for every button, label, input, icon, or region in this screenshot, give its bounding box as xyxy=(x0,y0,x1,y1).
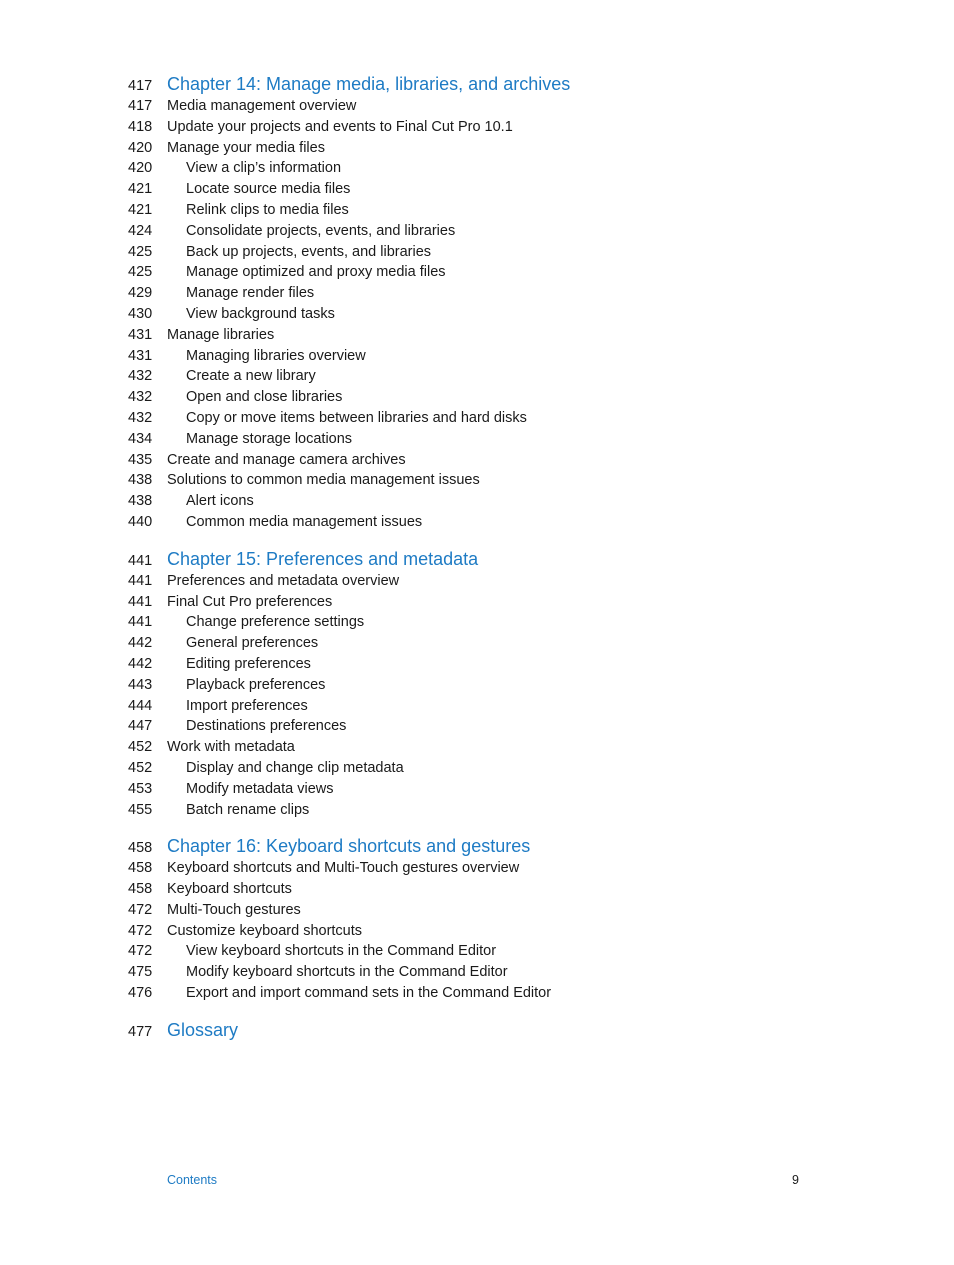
toc-entry[interactable] xyxy=(128,158,888,179)
toc-entry[interactable] xyxy=(128,221,888,242)
toc-page-number: 441 xyxy=(128,614,153,631)
toc-entry[interactable] xyxy=(128,262,888,283)
toc-page-number: 441 xyxy=(128,552,153,569)
toc-page-number: 424 xyxy=(128,222,153,239)
toc-entry-title[interactable]: Customize keyboard shortcuts xyxy=(167,922,363,939)
toc-page-number: 447 xyxy=(128,718,153,735)
toc-entry-title[interactable]: Manage render files xyxy=(186,285,315,302)
toc-entry[interactable] xyxy=(128,737,888,758)
toc-entry-title[interactable]: Manage your media files xyxy=(167,139,325,156)
toc-entry[interactable] xyxy=(128,325,888,346)
toc-entry[interactable] xyxy=(128,758,888,779)
toc-entry-title[interactable]: Media management overview xyxy=(167,98,357,114)
toc-page-number: 429 xyxy=(128,285,153,302)
toc-page-number: 453 xyxy=(128,780,153,797)
toc-entry[interactable] xyxy=(128,304,888,325)
toc-page-number: 472 xyxy=(128,901,153,918)
toc-entry-title[interactable]: View a clip’s information xyxy=(186,160,342,177)
toc-entry[interactable] xyxy=(128,387,888,408)
toc-page-number: 432 xyxy=(128,368,153,385)
toc-page-number: 452 xyxy=(128,759,153,776)
toc-entry[interactable] xyxy=(128,633,888,654)
toc-page-number: 443 xyxy=(128,676,153,693)
toc-chapter-entry[interactable] xyxy=(128,834,888,858)
toc-page-number: 425 xyxy=(128,243,153,260)
toc-page-number: 435 xyxy=(128,451,153,468)
toc-entry-title[interactable]: Keyboard shortcuts xyxy=(167,881,292,898)
toc-entry[interactable] xyxy=(128,921,888,942)
toc-page-number: 442 xyxy=(128,655,153,672)
toc-entry-title[interactable]: Display and change clip metadata xyxy=(186,759,404,776)
toc-entry[interactable] xyxy=(128,962,888,983)
toc-entry[interactable] xyxy=(128,592,888,613)
toc-page-number: 441 xyxy=(128,572,153,589)
toc-entry-title[interactable]: View keyboard shortcuts in the Command Editor xyxy=(186,943,497,960)
toc-entry-title[interactable]: Create a new library xyxy=(186,368,316,385)
toc-page-number: 431 xyxy=(128,347,153,364)
toc-entry[interactable] xyxy=(128,138,888,159)
toc-page-number: 475 xyxy=(128,964,153,981)
toc-entry-title[interactable]: Manage optimized and proxy media files xyxy=(186,264,446,281)
toc-chapter-title[interactable]: Glossary xyxy=(167,1019,239,1040)
toc-chapter-entry[interactable] xyxy=(128,547,888,571)
toc-entry-title[interactable]: Manage storage locations xyxy=(186,430,353,447)
toc-entry-title[interactable]: Work with metadata xyxy=(167,739,295,756)
toc-entry-title[interactable]: View background tasks xyxy=(186,305,335,322)
toc-entry-title[interactable]: Modify metadata views xyxy=(186,780,334,797)
toc-page-number: 418 xyxy=(128,118,153,135)
toc-entry[interactable] xyxy=(128,612,888,633)
toc-entry[interactable] xyxy=(128,512,888,533)
toc-page-number: 472 xyxy=(128,943,153,960)
toc-chapter-title[interactable]: Chapter 14: Manage media, libraries, and archives xyxy=(167,74,571,94)
toc-chapter-title[interactable]: Chapter 15: Preferences and metadata xyxy=(167,548,479,569)
toc-entry[interactable] xyxy=(128,779,888,800)
toc-entry-title[interactable]: Managing libraries overview xyxy=(186,347,366,364)
toc-entry-title[interactable]: Change preference settings xyxy=(186,614,365,631)
toc-page-number: 455 xyxy=(128,801,153,818)
toc-entry-title[interactable]: Final Cut Pro preferences xyxy=(167,593,333,610)
toc-page-number: 440 xyxy=(128,513,153,530)
toc-chapter-entry[interactable] xyxy=(128,1018,888,1042)
table-of-contents xyxy=(128,72,888,1042)
toc-entry[interactable] xyxy=(128,408,888,429)
toc-entry[interactable] xyxy=(128,654,888,675)
toc-page-number: 476 xyxy=(128,985,153,1002)
toc-page-number: 421 xyxy=(128,181,153,198)
toc-page-number: 425 xyxy=(128,264,153,281)
toc-page-number: 477 xyxy=(128,1023,153,1040)
toc-page-number: 432 xyxy=(128,389,153,406)
toc-entry-title[interactable]: Playback preferences xyxy=(186,676,326,693)
toc-entry[interactable] xyxy=(128,571,888,592)
toc-entry[interactable] xyxy=(128,675,888,696)
toc-page-number: 434 xyxy=(128,430,153,447)
toc-page-number: 421 xyxy=(128,201,153,218)
toc-page-number: 452 xyxy=(128,739,153,756)
toc-entry-title[interactable]: Editing preferences xyxy=(186,655,311,672)
toc-entry[interactable] xyxy=(128,117,888,138)
toc-page-number: 444 xyxy=(128,697,153,714)
toc-page-number: 438 xyxy=(128,493,153,510)
toc-entry[interactable] xyxy=(128,200,888,221)
toc-page-number: 431 xyxy=(128,326,153,343)
toc-entry[interactable] xyxy=(128,450,888,471)
toc-entry-title[interactable]: Relink clips to media files xyxy=(186,201,349,218)
toc-entry-title[interactable]: Preferences and metadata overview xyxy=(167,572,400,589)
toc-entry[interactable] xyxy=(128,283,888,304)
toc-entry-title[interactable]: Locate source media files xyxy=(186,181,351,198)
footer-section-label[interactable]: Contents xyxy=(167,1173,218,1187)
toc-page-number: 472 xyxy=(128,922,153,939)
toc-entry-title[interactable]: General preferences xyxy=(186,635,319,652)
toc-entry[interactable] xyxy=(128,900,888,921)
toc-entry-title[interactable]: Batch rename clips xyxy=(186,801,310,818)
toc-page-number: 430 xyxy=(128,305,153,322)
toc-entry-title[interactable]: Consolidate projects, events, and libraries xyxy=(186,222,456,239)
toc-entry[interactable] xyxy=(128,429,888,450)
toc-entry-title[interactable]: Back up projects, events, and libraries xyxy=(186,243,432,260)
toc-entry-title[interactable]: Keyboard shortcuts and Multi-Touch gestures overview xyxy=(167,860,520,877)
toc-page-number: 458 xyxy=(128,860,153,877)
toc-entry[interactable] xyxy=(128,858,888,879)
toc-entry-title[interactable]: Common media management issues xyxy=(186,513,423,530)
toc-page-number: 438 xyxy=(128,472,153,489)
toc-entry[interactable] xyxy=(128,491,888,512)
toc-page-number: 441 xyxy=(128,593,153,610)
toc-entry-title[interactable]: Update your projects and events to Final Cut Pro 10.1 xyxy=(167,118,513,135)
footer-page-number: 9 xyxy=(792,1173,799,1187)
toc-chapter-title[interactable]: Chapter 16: Keyboard shortcuts and gestures xyxy=(167,836,531,857)
toc-page-number: 420 xyxy=(128,160,153,177)
toc-entry[interactable] xyxy=(128,242,888,263)
toc-entry-title[interactable]: Copy or move items between libraries and hard disks xyxy=(186,409,527,426)
toc-entry[interactable] xyxy=(128,179,888,200)
toc-entry[interactable] xyxy=(128,366,888,387)
toc-page-number: 458 xyxy=(128,881,153,898)
toc-entry[interactable] xyxy=(128,716,888,737)
toc-entry-title[interactable]: Create and manage camera archives xyxy=(167,451,406,468)
toc-entry-title[interactable]: Open and close libraries xyxy=(186,389,343,406)
toc-page-number: 420 xyxy=(128,139,153,156)
toc-entry-title[interactable]: Export and import command sets in the Command Editor xyxy=(186,985,552,1002)
toc-page-number: 458 xyxy=(128,840,153,857)
toc-page-number: 417 xyxy=(128,98,153,114)
toc-entry[interactable] xyxy=(128,941,888,962)
toc-entry[interactable] xyxy=(128,96,888,117)
toc-page-number: 442 xyxy=(128,635,153,652)
toc-entry[interactable] xyxy=(128,346,888,367)
toc-entry[interactable] xyxy=(128,470,888,491)
toc-chapter-entry[interactable] xyxy=(128,72,888,96)
toc-entry[interactable] xyxy=(128,879,888,900)
toc-entry-title[interactable]: Import preferences xyxy=(186,697,308,714)
toc-entry-title[interactable]: Alert icons xyxy=(186,493,254,510)
toc-entry-title[interactable]: Manage libraries xyxy=(167,326,275,343)
toc-entry[interactable] xyxy=(128,800,888,821)
toc-entry-title[interactable]: Modify keyboard shortcuts in the Command Editor xyxy=(186,964,508,981)
toc-entry[interactable] xyxy=(128,696,888,717)
toc-entry-title[interactable]: Multi-Touch gestures xyxy=(167,901,301,918)
toc-entry-title[interactable]: Destinations preferences xyxy=(186,718,347,735)
toc-page-number: 417 xyxy=(128,78,153,94)
toc-page-number: 432 xyxy=(128,409,153,426)
toc-entry[interactable] xyxy=(128,983,888,1004)
toc-entry-title[interactable]: Solutions to common media management issues xyxy=(167,472,480,489)
